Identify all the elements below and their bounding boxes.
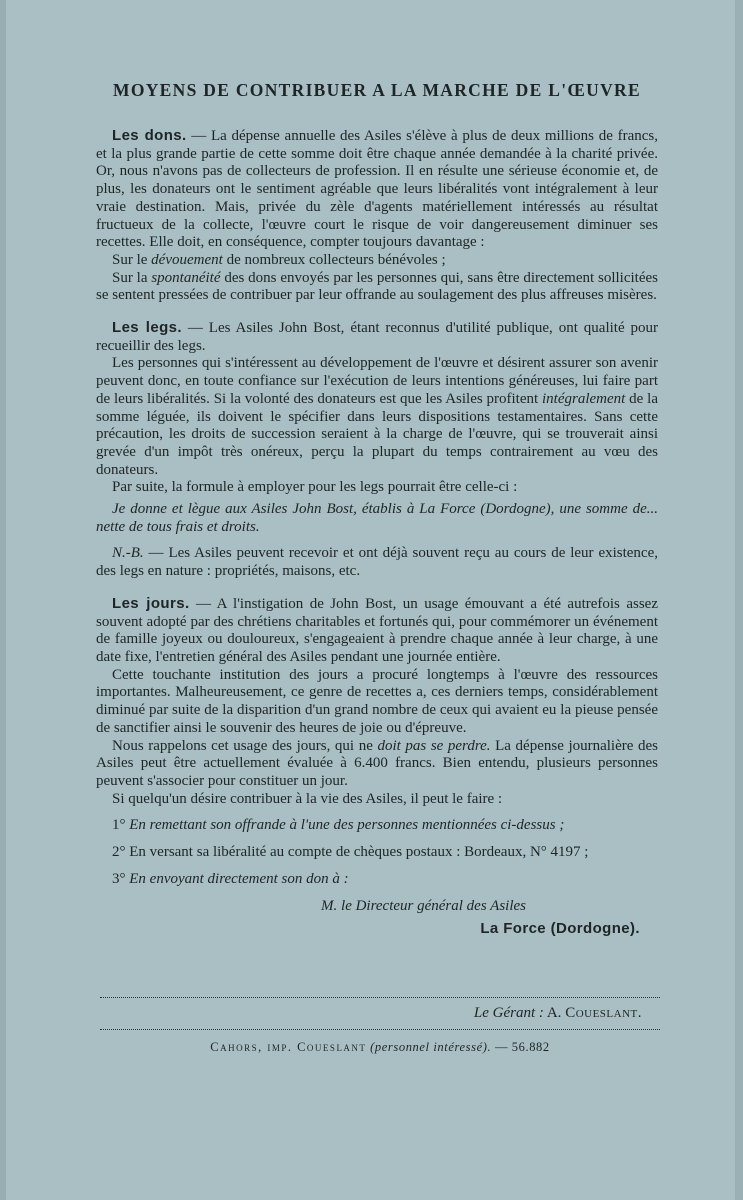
legs-emphasis-integralement: intégralement: [542, 390, 626, 407]
address-director: M. le Directeur général des Asiles: [321, 898, 526, 915]
legs-text-1: — Les Asiles John Bost, étant reconnus d'utilité publique, ont qualité pour recueillir des legs.: [96, 320, 659, 354]
address-place: La Force (Dordogne).: [480, 920, 640, 938]
section-legs: [96, 319, 658, 581]
legs-text-2b: de la somme léguée, ils doivent le spécifier dans leurs dispositions testamentaires. Sans cette précaution, les droits de succession seraient à la charge de l'œuvre, qui se trouverait ainsi grevée d'un impôt très onéreux, perçu la plupart du temps contrairement au vœu des donateurs.: [96, 390, 658, 478]
legs-note-label: N.-B.: [112, 545, 144, 562]
legs-paragraph-1: [96, 319, 658, 355]
dons-paragraph-2: [96, 252, 658, 270]
gerant-line: [100, 1005, 642, 1022]
legs-note: [96, 545, 658, 580]
imprint-number: — 56.882: [491, 1040, 550, 1054]
dons-text-1: — La dépense annuelle des Asiles s'élève à plus de deux millions de francs, et la plus grande partie de cette somme doit être chaque année demandée à la charité privée. Or, nous n'avons pas de collecteurs de profession. Il en résulte une sérieuse économie et, de plus, les donateurs ont le sentiment agréable que leurs libéralités vont intégralement à leur vraie destination. Mais, privée du zèle d'agents matériellement intéressés au résultat fructueux de la collecte, l'œuvre court le risque de voir dangereusement diminuer ses recettes. Elle doit, en conséquence, compter toujours davantage :: [96, 128, 658, 251]
option-2: [96, 844, 658, 862]
jours-paragraph-1: [96, 595, 658, 667]
jours-paragraph-4: Si quelqu'un désire contribuer à la vie des Asiles, il peut le faire :: [112, 790, 503, 807]
dons-paragraph-3: [96, 270, 658, 305]
legs-heading: Les legs.: [112, 319, 182, 337]
dons-text-2a: Sur le: [112, 251, 152, 268]
option-2-text: En versant sa libéralité au compte de chèques postaux : Bordeaux, N° 4197 ;: [125, 844, 589, 861]
option-3: [96, 871, 658, 889]
dons-emphasis-devouement: dévouement: [151, 251, 223, 268]
jours-heading: Les jours.: [112, 594, 190, 612]
option-3-number: 3°: [112, 870, 126, 887]
gerant-initial: A.: [546, 1005, 562, 1021]
section-jours: [96, 595, 658, 939]
jours-emphasis-perdre: doit pas se perdre.: [377, 737, 491, 754]
dons-emphasis-spontaneite: spontanéité: [151, 269, 221, 286]
legs-note-text: — Les Asiles peuvent recevoir et ont déjà souvent reçu au cours de leur existence, des legs en nature : propriétés, maisons, etc.: [96, 545, 658, 580]
option-1: [96, 817, 658, 835]
page-title: MOYENS DE CONTRIBUER A LA MARCHE DE L'ŒUVRE: [113, 80, 641, 100]
option-2-number: 2°: [112, 844, 126, 861]
address-line-1: [96, 898, 658, 916]
dons-text-2b: de nombreux collecteurs bénévoles ;: [222, 251, 446, 268]
document-body: [96, 80, 658, 939]
page-edge-left: [0, 0, 6, 1200]
dons-text-3b: des dons envoyés par les personnes qui, sans être directement sollicitées se sentent pressées de contribuer par leur offrande au soulagement des plus affreuses misères.: [96, 269, 658, 304]
jours-paragraph-2: Cette touchante institution des jours a procuré longtemps à l'œuvre des ressources importantes. Malheureusement, ce genre de recettes a, ces derniers temps, considérablement diminué par suite de la disparition d'un grand nombre de ceux qui avaient eu la pieuse pensée de sanctifier ainsi le souvenir des heures de joie ou d'épreuve.: [96, 666, 658, 736]
option-1-number: 1°: [112, 817, 126, 834]
dons-paragraph-1: [96, 127, 658, 252]
divider-top: [100, 997, 660, 998]
option-3-text: En envoyant directement son don à :: [125, 870, 349, 887]
option-1-text: En remettant son offrande à l'une des personnes mentionnées ci-dessus ;: [125, 817, 565, 834]
section-dons: [96, 127, 658, 305]
dons-heading: Les dons.: [112, 127, 187, 144]
imprint-line: [100, 1040, 660, 1055]
legs-formula-text: Je donne et lègue aux Asiles John Bost, établis à La Force (Dordogne), une somme de... nette de tous frais et droits.: [96, 501, 658, 535]
gerant-name: Coueslant.: [565, 1005, 642, 1021]
legs-paragraph-3: Par suite, la formule à employer pour les legs pourrait être celle-ci :: [112, 479, 518, 496]
legs-formula: [96, 501, 658, 536]
page-edge-right: [735, 0, 743, 1200]
jours-text-1: — A l'instigation de John Bost, un usage émouvant a été autrefois assez souvent adopté par des chrétiens charitables et fortunés qui, pour commémorer un événement de famille joyeux ou douloureux, s'engageaient à prendre chaque année à leur charge, à une date fixe, l'entretien général des Asiles pendant une journée entière.: [96, 595, 658, 665]
legs-text-2a: Les personnes qui s'intéressent au développement de l'œuvre et désirent assurer son avenir peuvent donc, en toute confiance sur l'exécution de leurs intentions généreuses, lui faire part de leurs libéralités. Si la volonté des donateurs est que les Asiles profitent: [96, 355, 658, 407]
legs-paragraph-2: [96, 355, 658, 479]
jours-text-3a: Nous rappelons cet usage des jours, qui ne: [112, 737, 378, 754]
jours-text-3b: La dépense journalière des Asiles peut être actuellement évaluée à 6.400 francs. Bien entendu, plusieurs personnes peuvent s'associer pour constituer un jour.: [96, 737, 658, 789]
gerant-label: Le Gérant :: [473, 1005, 544, 1021]
imprint-personnel: (personnel intéressé).: [370, 1040, 492, 1054]
address-line-2: [96, 920, 658, 939]
imprint-printer: Cahors, imp. Coueslant: [210, 1040, 367, 1054]
jours-paragraph-3: [96, 738, 658, 791]
divider-bottom: [100, 1029, 660, 1030]
dons-text-3a: Sur la: [112, 269, 152, 286]
